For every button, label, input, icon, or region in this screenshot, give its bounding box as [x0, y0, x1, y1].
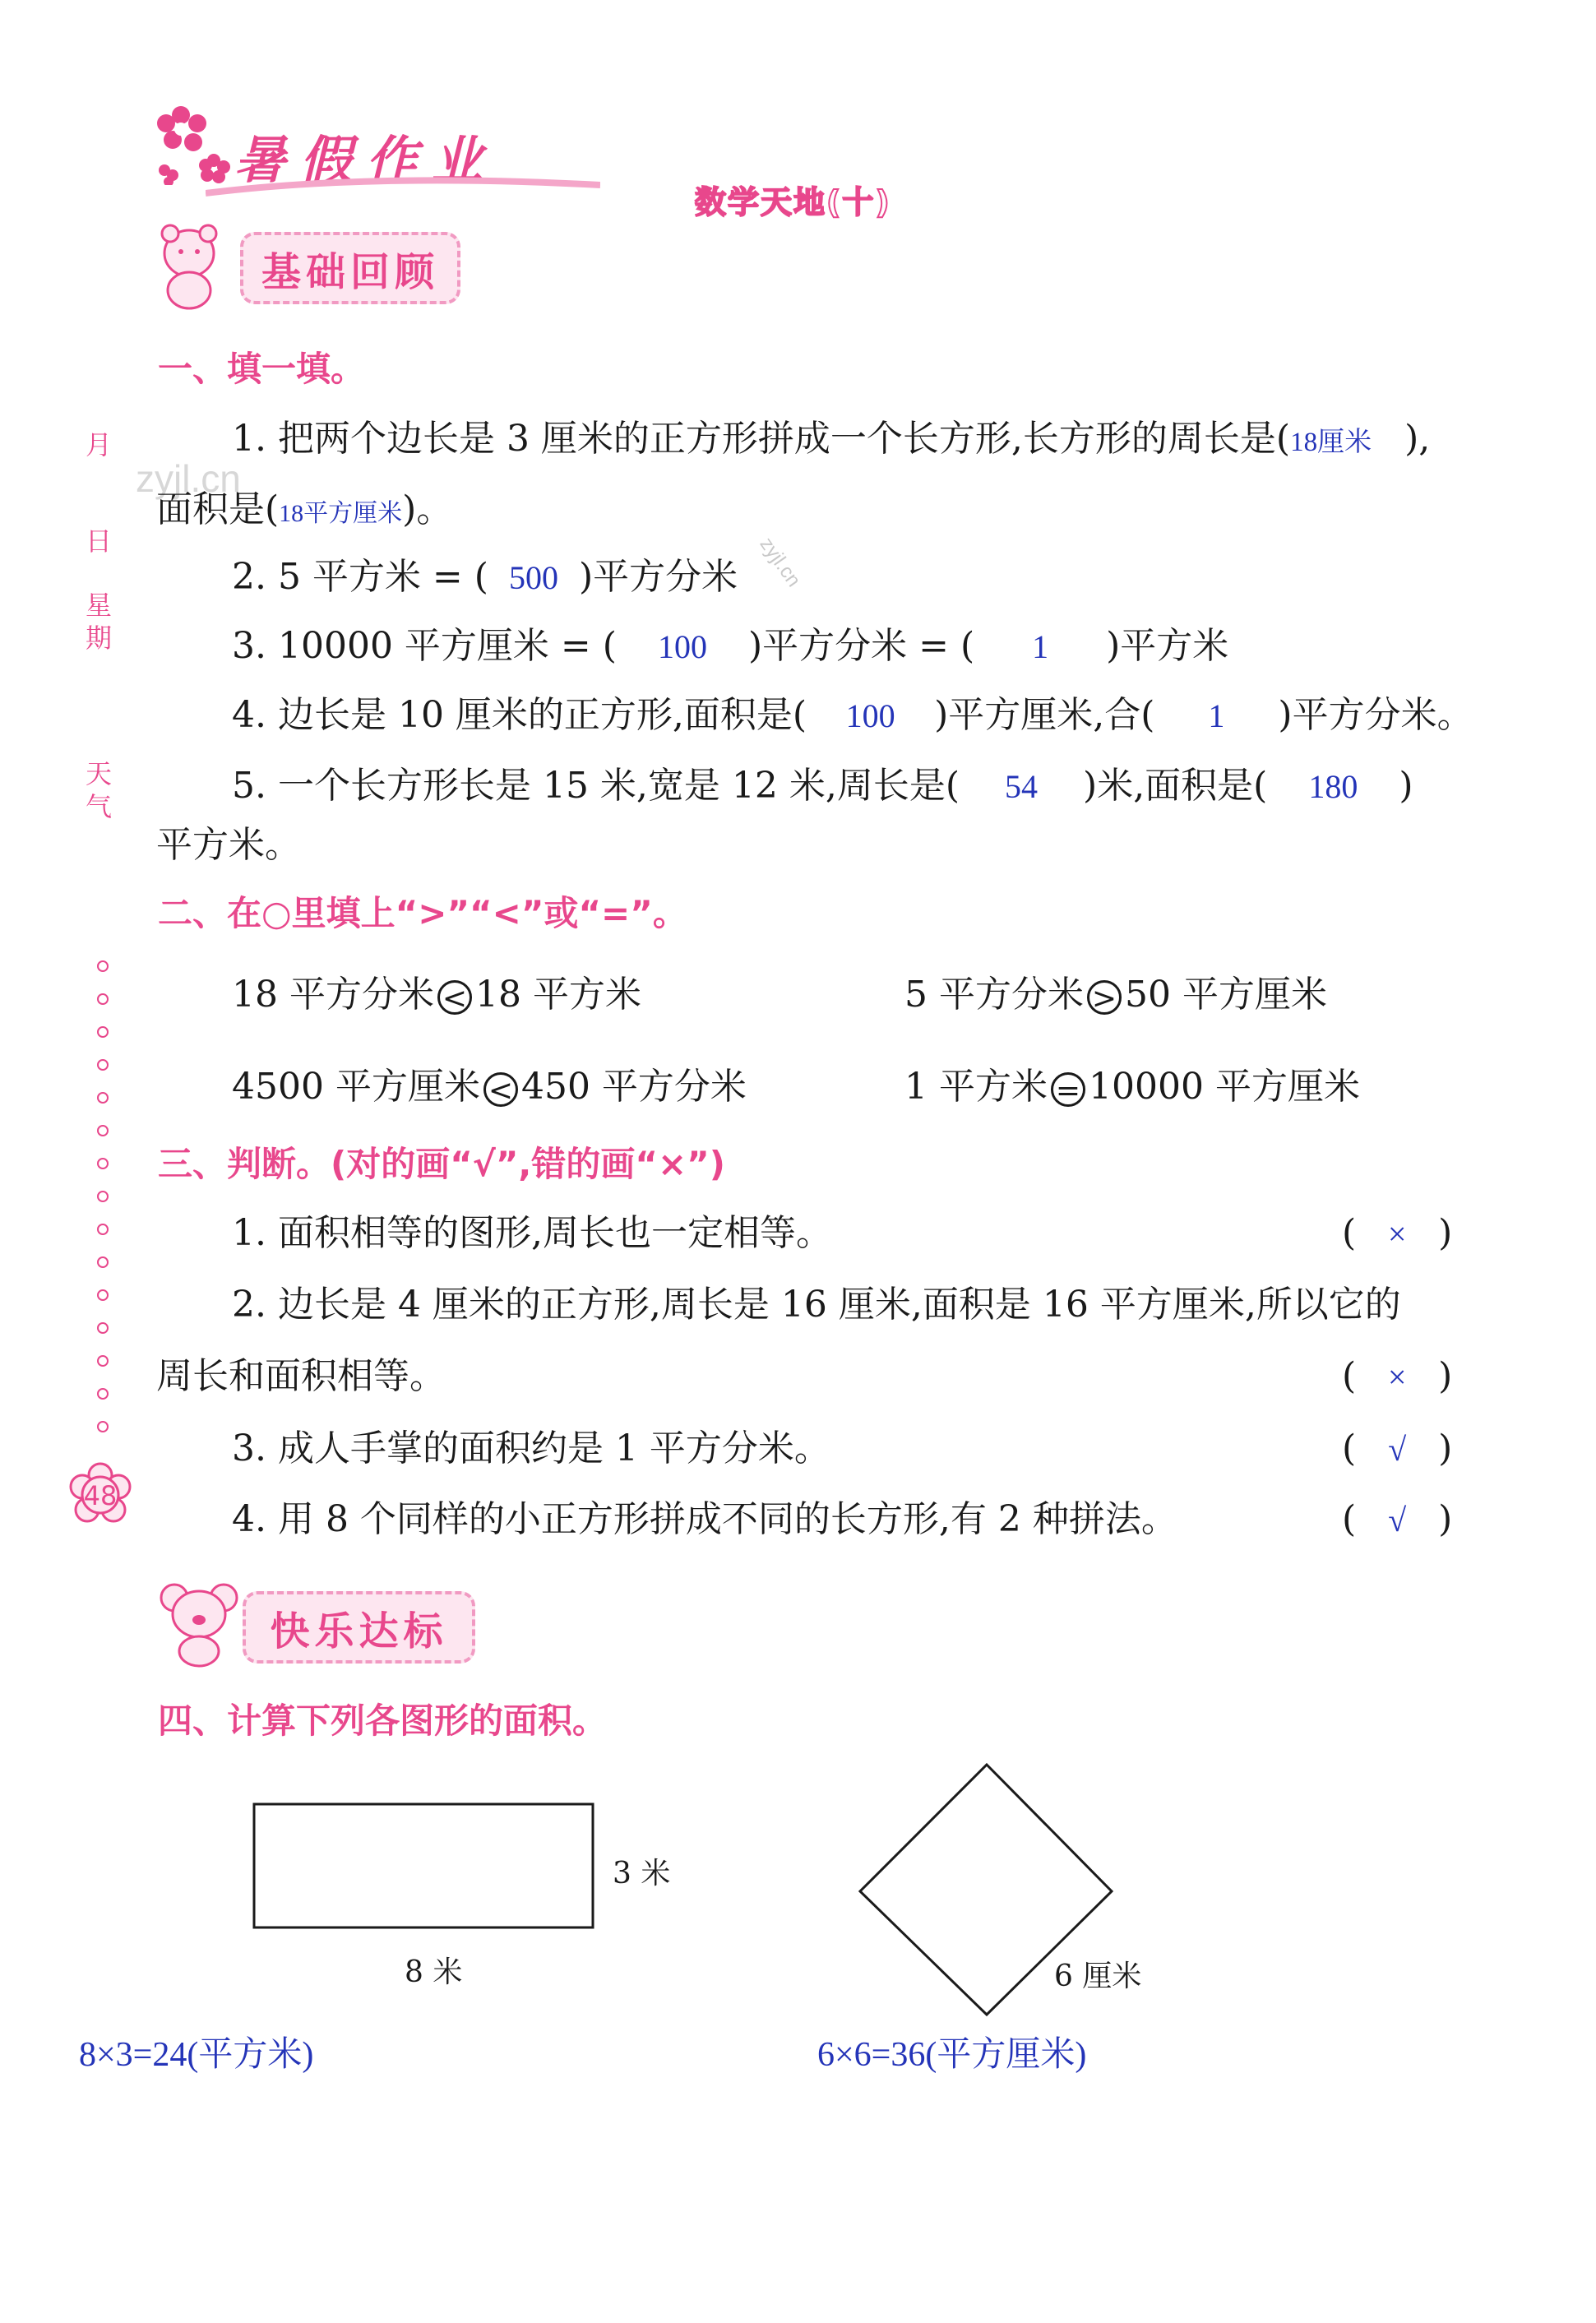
bear-mascot-icon	[152, 220, 226, 311]
page-number-badge	[67, 1462, 133, 1528]
rect-width-label: 8 米	[405, 1955, 463, 1989]
side-day: 日	[86, 525, 113, 557]
header-subtitle: 数学天地(十)	[695, 184, 891, 220]
side-month: 月	[86, 429, 113, 460]
side-weather-1: 天	[86, 758, 113, 789]
q4-answer-1: 8×3=24(平方米)	[79, 2036, 314, 2074]
q3-item2-answer: ×	[1387, 1358, 1407, 1395]
q1-item5-line1: 5. 一个长方形长是 15 米,宽是 12 米,周长是( 54 )米,面积是( 180 )	[232, 765, 1413, 807]
side-weather-2: 气	[86, 791, 113, 822]
header-banner	[148, 95, 576, 193]
q1-item1-line1: 1. 把两个边长是 3 厘米的正方形拼成一个长方形,长方形的周长是(18厘米 ),	[232, 418, 1431, 460]
q1-item4-answer2: 1	[1208, 697, 1225, 734]
q2-compare-2: 5 平方分米 > 50 平方厘米	[904, 974, 1327, 1016]
q1-item5-answer1: 54	[1005, 768, 1039, 805]
section-happy-target: 快乐达标	[243, 1591, 475, 1664]
watermark-small: zyjl.cn	[755, 533, 805, 591]
q2-compare-4-symbol: =	[1051, 1072, 1085, 1107]
q2-compare-1: 18 平方分米 < 18 平方米	[232, 974, 641, 1016]
q2-compare-3: 4500 平方厘米 < 450 平方分米	[232, 1066, 747, 1108]
q3-item1-mark: ( × )	[1342, 1212, 1453, 1254]
q1-item4: 4. 边长是 10 厘米的正方形,面积是( 100 )平方厘米,合( 1 )平方分米。	[232, 694, 1473, 736]
q1-item3: 3. 10000 平方厘米 = ( 100 )平方分米 = ( 1 )平方米	[232, 625, 1229, 667]
watermark-main: zyjl.cn	[136, 457, 241, 500]
square-side-label: 6 厘米	[1054, 1960, 1142, 1993]
q1-item3-answer2: 1	[1032, 628, 1049, 665]
q1-item2: 2. 5 平方米 = ( 500 )平方分米	[232, 556, 738, 598]
q3-item2-line2: 周长和面积相等。	[156, 1355, 446, 1397]
q1-item1-answer2: 18平方厘米	[279, 500, 403, 527]
koala-mascot-icon	[158, 1577, 240, 1668]
q2-heading: 二、在○里填上“>”“<”或“=”。	[158, 893, 687, 933]
q2-compare-1-symbol: <	[437, 980, 472, 1015]
side-week-2: 期	[86, 622, 113, 654]
q3-item4: 4. 用 8 个同样的小正方形拼成不同的长方形,有 2 种拼法。	[232, 1498, 1177, 1540]
header-title: 暑假作业	[234, 130, 498, 190]
q1-item5-line2: 平方米。	[156, 824, 301, 866]
q3-item2-line1: 2. 边长是 4 厘米的正方形,周长是 16 厘米,面积是 16 平方厘米,所以它的	[232, 1284, 1401, 1326]
q2-compare-2-symbol: >	[1087, 980, 1122, 1015]
q1-item1-line2: 面积是(18平方厘米)。	[156, 488, 453, 530]
q1-item4-answer1: 100	[845, 697, 895, 734]
q1-item2-answer: 500	[508, 559, 558, 596]
q1-heading: 一、填一填。	[158, 349, 366, 389]
q3-heading: 三、判断。(对的画“√”,错的画“×”)	[158, 1144, 725, 1184]
q1-item1-answer1: 18厘米	[1290, 428, 1372, 457]
q3-item4-answer: √	[1388, 1502, 1407, 1539]
rect-height-label: 3 米	[613, 1857, 671, 1890]
q3-item3: 3. 成人手掌的面积约是 1 平方分米。	[232, 1428, 830, 1469]
q2-compare-4: 1 平方米 = 10000 平方厘米	[904, 1066, 1360, 1108]
q3-item3-answer: √	[1388, 1431, 1407, 1468]
q1-item5-answer2: 180	[1308, 768, 1358, 805]
side-week-1: 星	[86, 590, 113, 621]
q3-item1-answer: ×	[1387, 1215, 1407, 1252]
side-flower-chain-icon	[90, 954, 115, 1447]
q4-answer-2: 6×6=36(平方厘米)	[817, 2036, 1087, 2074]
q4-heading: 四、计算下列各图形的面积。	[158, 1701, 608, 1741]
q3-item1: 1. 面积相等的图形,周长也一定相等。	[232, 1212, 832, 1254]
q2-compare-3-symbol: <	[483, 1072, 518, 1107]
rectangle-figure	[251, 1801, 596, 1932]
banner-swoosh-icon	[206, 169, 600, 201]
q1-item3-answer1: 100	[657, 628, 707, 665]
page-number: 48	[83, 1480, 118, 1511]
q3-item2-mark: ( × )	[1342, 1355, 1453, 1397]
q3-item3-mark: ( √ )	[1342, 1428, 1453, 1469]
q3-item4-mark: ( √ )	[1342, 1498, 1453, 1540]
section-basic-review: 基础回顾	[240, 232, 460, 304]
